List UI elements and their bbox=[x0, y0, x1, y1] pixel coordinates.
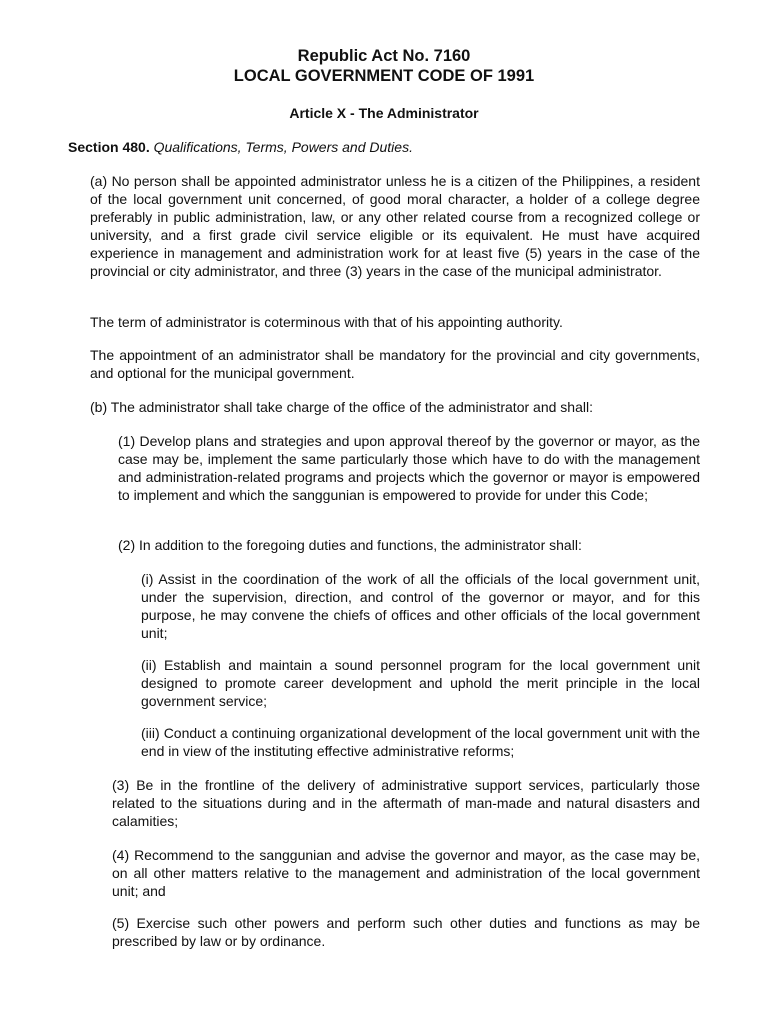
paragraph-a: (a) No person shall be appointed administrator unless he is a citizen of the Philippines, a resident of the local government unit concerned, of good moral character, a holder of a college degree preferably in public administration, law, or any other related course from a recognized college or university, and a first grade civil service eligible or its equivalent. He must have acquired experience in management and administration work for at least five (5) years in the case of the provincial or city administrator, and three (3) years in the case of the municipal administrator. bbox=[90, 173, 700, 279]
paragraph-b2-iii: (iii) Conduct a continuing organizational development of the local government unit with the end in view of the instituting effective administrative reforms; bbox=[141, 725, 700, 759]
article-heading: Article X - The Administrator bbox=[289, 105, 479, 121]
paragraph-appointment: The appointment of an administrator shall be mandatory for the provincial and city governments, and optional for the municipal government. bbox=[90, 347, 700, 381]
section-number: Section 480. bbox=[68, 139, 150, 155]
paragraph-b2-i: (i) Assist in the coordination of the work of all the officials of the local government unit, under the supervision, direction, and control of the governor or mayor, and for this purpose, he may convene the chiefs of offices and other officials of the local government unit; bbox=[141, 571, 700, 641]
paragraph-term: The term of administrator is coterminous with that of his appointing authority. bbox=[90, 314, 563, 330]
paragraph-b1: (1) Develop plans and strategies and upon approval thereof by the governor or mayor, as the case may be, implement the same particularly those which have to do with the management and administration-related programs and projects which the governor or mayor is empowered to implement and which the sanggunian is empowered to provide for under this Code; bbox=[118, 433, 700, 503]
paragraph-b2-ii: (ii) Establish and maintain a sound personnel program for the local government unit designed to promote career development and uphold the merit principle in the local government service; bbox=[141, 657, 700, 709]
paragraph-b3: (3) Be in the frontline of the delivery of administrative support services, particularly those related to the situations during and in the aftermath of man-made and natural disasters and calamities; bbox=[112, 777, 700, 829]
act-number: Republic Act No. 7160 bbox=[297, 47, 471, 65]
paragraph-b2: (2) In addition to the foregoing duties and functions, the administrator shall: bbox=[118, 537, 582, 553]
section-heading bbox=[68, 138, 413, 156]
paragraph-b4: (4) Recommend to the sanggunian and advise the governor and mayor, as the case may be, on all other matters relative to the management and administration of the local government unit; and bbox=[112, 847, 700, 899]
paragraph-b5: (5) Exercise such other powers and perform such other duties and functions as may be prescribed by law or by ordinance. bbox=[112, 915, 700, 949]
paragraph-b: (b) The administrator shall take charge of the office of the administrator and shall: bbox=[90, 399, 593, 415]
code-title: LOCAL GOVERNMENT CODE OF 1991 bbox=[233, 67, 535, 85]
section-title: Qualifications, Terms, Powers and Duties. bbox=[153, 139, 413, 155]
